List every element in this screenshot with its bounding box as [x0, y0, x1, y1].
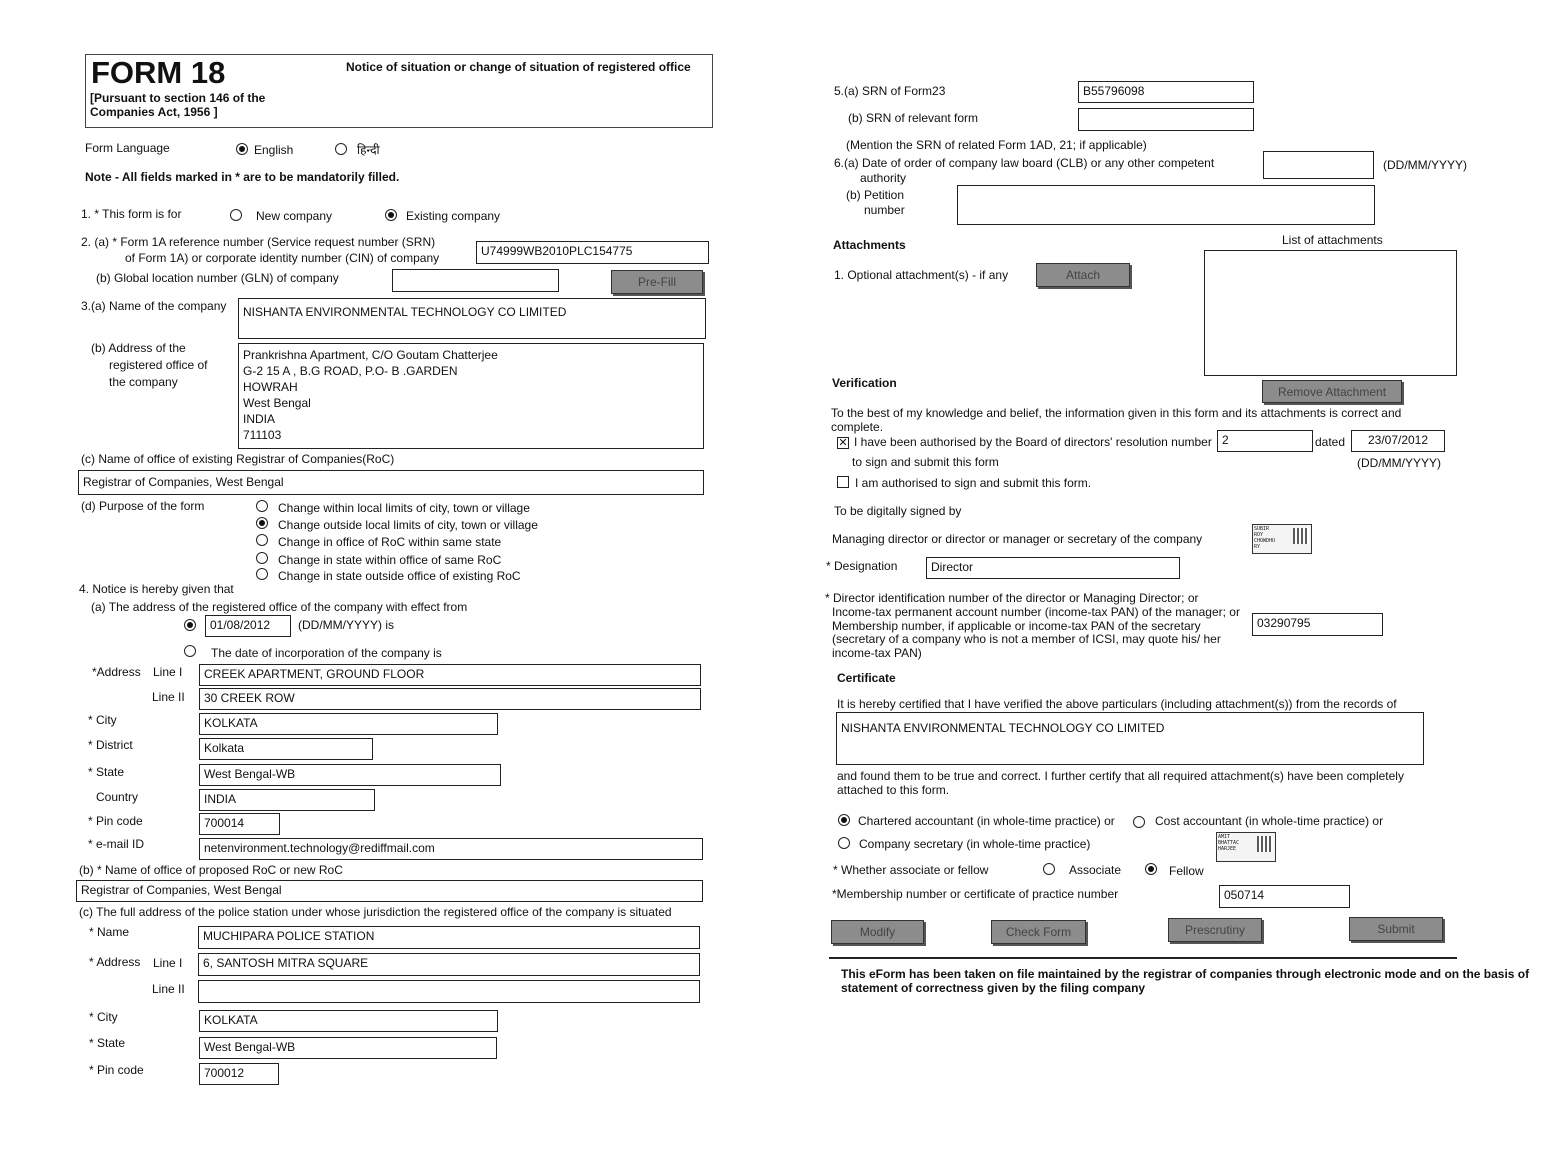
- incorporation-date-radio[interactable]: [184, 645, 196, 657]
- company-secretary-radio[interactable]: [838, 837, 850, 849]
- attach-button[interactable]: Attach: [1036, 263, 1130, 287]
- q3c-label: (c) Name of office of existing Registrar of Companies(RoC): [81, 452, 395, 466]
- existing-company-radio[interactable]: [385, 209, 397, 221]
- district-label: * District: [88, 738, 133, 752]
- certificate-found-true-2: attached to this form.: [837, 783, 950, 797]
- certificate-intro: It is hereby certified that I have verified the above particulars (including attachment(s)) from the records of: [837, 697, 1397, 711]
- designation-label: * Designation: [826, 559, 898, 573]
- purpose-option-3: Change in state within office of same RoC: [278, 553, 502, 567]
- list-of-attachments-heading: List of attachments: [1282, 233, 1383, 247]
- srn-relevant-form-field[interactable]: [1078, 108, 1254, 131]
- district-field[interactable]: Kolkata: [199, 738, 373, 760]
- associate-fellow-label: * Whether associate or fellow: [833, 863, 989, 877]
- cin-field[interactable]: U74999WB2010PLC154775: [476, 241, 709, 264]
- signature-stamp-icon: [1257, 836, 1273, 852]
- din-label-4: (secretary of a company who is not a member of ICSI, may quote his/ her: [832, 632, 1221, 646]
- language-english-radio[interactable]: [236, 143, 248, 155]
- associate-radio[interactable]: [1043, 863, 1055, 875]
- purpose-radio-1[interactable]: [256, 517, 268, 529]
- q3a-label: 3.(a) Name of the company: [81, 299, 227, 313]
- purpose-radio-3[interactable]: [256, 552, 268, 564]
- city-field[interactable]: KOLKATA: [199, 713, 498, 735]
- q6-date-format: (DD/MM/YYYY): [1383, 158, 1467, 172]
- certificate-found-true-1: and found them to be true and correct. I further certify that all required attachment(s) have been completely: [837, 769, 1404, 783]
- language-hindi-radio[interactable]: [335, 143, 347, 155]
- q1-label: 1. * This form is for: [81, 207, 182, 221]
- ps-line2-label: Line II: [152, 982, 185, 996]
- state-field[interactable]: West Bengal-WB: [199, 764, 501, 786]
- purpose-option-4: Change in state outside office of existing RoC: [278, 569, 521, 583]
- ps-pin-label: * Pin code: [89, 1063, 144, 1077]
- din-field[interactable]: 03290795: [1252, 613, 1383, 636]
- signature-name-text: SUBIR ROY CHOWDHU RY: [1254, 526, 1276, 550]
- footer-divider: [829, 957, 1457, 959]
- q4c-label: (c) The full address of the police station under whose jurisdiction the registered office of the company is situated: [79, 905, 672, 919]
- form-subtitle: Notice of situation or change of situation of registered office: [346, 60, 691, 74]
- certificate-company-field[interactable]: NISHANTA ENVIRONMENTAL TECHNOLOGY CO LIMITED: [836, 712, 1424, 765]
- check-form-button[interactable]: Check Form: [991, 920, 1086, 944]
- police-station-state-field[interactable]: West Bengal-WB: [199, 1037, 497, 1059]
- srn-form23-field[interactable]: B55796098: [1078, 81, 1254, 103]
- membership-number-field[interactable]: 050714: [1219, 885, 1350, 908]
- date-format-is: (DD/MM/YYYY) is: [298, 618, 394, 632]
- address-line: West Bengal: [243, 396, 311, 410]
- form-title: FORM 18: [91, 55, 226, 90]
- ps-city-label: * City: [89, 1010, 118, 1024]
- address-line: INDIA: [243, 412, 276, 426]
- designation-field[interactable]: Director: [926, 557, 1180, 579]
- chartered-accountant-label: Chartered accountant (in whole-time practice) or: [858, 814, 1115, 828]
- incorporation-label: The date of incorporation of the company is: [211, 646, 442, 660]
- police-station-name-field[interactable]: MUCHIPARA POLICE STATION: [198, 926, 700, 949]
- resolution-number-field[interactable]: 2: [1217, 430, 1313, 452]
- effective-date-radio[interactable]: [184, 619, 196, 631]
- q4b-label: (b) * Name of office of proposed RoC or new RoC: [79, 863, 343, 877]
- sign-and-submit-label: to sign and submit this form: [852, 455, 999, 469]
- effective-date-field[interactable]: 01/08/2012: [205, 615, 291, 637]
- self-authorised-checkbox[interactable]: [837, 476, 849, 488]
- gln-field[interactable]: [392, 269, 559, 292]
- q4-intro: 4. Notice is hereby given that: [79, 582, 234, 596]
- police-station-line1-field[interactable]: 6, SANTOSH MITRA SQUARE: [198, 953, 700, 976]
- associate-label: Associate: [1069, 863, 1122, 877]
- address-line: G-2 15 A , B.G ROAD, P.O- B .GARDEN: [243, 364, 458, 378]
- ps-line1-label: Line I: [153, 956, 183, 970]
- q6a-label-2: authority: [860, 171, 907, 185]
- company-secretary-label: Company secretary (in whole-time practice): [859, 837, 1091, 851]
- ps-state-label: * State: [89, 1036, 126, 1050]
- address-line: HOWRAH: [243, 380, 298, 394]
- q6b-label-1: (b) Petition: [846, 188, 905, 202]
- line2-label: Line II: [152, 690, 185, 704]
- police-station-city-field[interactable]: KOLKATA: [199, 1010, 498, 1032]
- din-label-2: Income-tax permanent account number (income-tax PAN) of the manager; or: [832, 605, 1240, 619]
- q2a-label-2: of Form 1A) or corporate identity number (CIN) of company: [125, 251, 440, 265]
- modify-button[interactable]: Modify: [831, 920, 924, 944]
- pursuant-line1: [Pursuant to section 146 of the: [90, 91, 266, 105]
- dated-label: dated: [1315, 435, 1346, 449]
- q5a-label: 5.(a) SRN of Form23: [834, 84, 946, 98]
- q2a-label-1: 2. (a) * Form 1A reference number (Service request number (SRN): [81, 235, 436, 249]
- email-field[interactable]: netenvironment.technology@rediffmail.com: [199, 838, 703, 860]
- mandatory-note: Note - All fields marked in * are to be mandatorily filled.: [85, 170, 400, 184]
- q5-note: (Mention the SRN of related Form 1AD, 21; if applicable): [846, 138, 1147, 152]
- new-address-line2-field[interactable]: 30 CREEK ROW: [199, 688, 701, 710]
- submit-button[interactable]: Submit: [1349, 917, 1443, 941]
- verification-statement-2: complete.: [831, 420, 884, 434]
- cost-accountant-radio[interactable]: [1133, 816, 1145, 828]
- country-field[interactable]: INDIA: [199, 789, 375, 811]
- form-language-label: Form Language: [85, 141, 170, 155]
- pin-field[interactable]: 700014: [199, 813, 280, 835]
- certificate-heading: Certificate: [837, 671, 896, 685]
- registered-address-field[interactable]: [238, 343, 704, 449]
- q3b-label-1: (b) Address of the: [91, 341, 186, 355]
- prescrutiny-button[interactable]: Prescrutiny: [1168, 918, 1262, 942]
- footer-note-2: statement of correctness given by the filing company: [841, 981, 1146, 995]
- verification-heading: Verification: [832, 376, 897, 390]
- board-authorised-label: I have been authorised by the Board of directors' resolution number: [854, 435, 1212, 449]
- din-label-3: Membership number, if applicable or income-tax PAN of the secretary: [832, 619, 1201, 633]
- verification-statement-1: To the best of my knowledge and belief, the information given in this form and its attachments is correct and: [831, 406, 1402, 420]
- purpose-option-2: Change in office of RoC within same state: [278, 535, 502, 549]
- existing-company-label: Existing company: [406, 209, 501, 223]
- purpose-radio-2[interactable]: [256, 534, 268, 546]
- remove-attachment-button[interactable]: Remove Attachment: [1262, 380, 1402, 403]
- purpose-option-0: Change within local limits of city, town or village: [278, 501, 530, 515]
- pin-label: * Pin code: [88, 814, 143, 828]
- q3b-label-2: registered office of: [109, 358, 208, 372]
- police-station-pin-field[interactable]: 700012: [199, 1063, 279, 1085]
- digitally-signed-label: To be digitally signed by: [834, 504, 962, 518]
- address-label: *Address: [92, 665, 141, 679]
- petition-number-field[interactable]: [957, 185, 1375, 225]
- line1-label: Line I: [153, 665, 183, 679]
- attachments-heading: Attachments: [833, 238, 906, 252]
- clb-order-date-field[interactable]: [1263, 151, 1374, 179]
- optional-attachment-label: 1. Optional attachment(s) - if any: [834, 268, 1009, 282]
- pursuant-line2: Companies Act, 1956 ]: [90, 105, 218, 119]
- footer-note-1: This eForm has been taken on file maintained by the registrar of companies through electronic mode and on the basis of: [841, 967, 1530, 981]
- membership-number-label: *Membership number or certificate of practice number: [832, 887, 1119, 901]
- new-company-radio[interactable]: [230, 209, 242, 221]
- country-label: Country: [96, 790, 139, 804]
- q6a-label-1: 6.(a) Date of order of company law board (CLB) or any other competent: [834, 156, 1215, 170]
- address-line: Prankrishna Apartment, C/O Goutam Chatterjee: [243, 348, 498, 362]
- q3d-label: (d) Purpose of the form: [81, 499, 205, 513]
- state-label: * State: [88, 765, 125, 779]
- prefill-button[interactable]: Pre-Fill: [611, 270, 703, 294]
- digital-signature-practitioner[interactable]: [1216, 832, 1276, 862]
- q4a-label: (a) The address of the registered office of the company with effect from: [91, 600, 468, 614]
- q5b-label: (b) SRN of relevant form: [848, 111, 979, 125]
- board-authorised-checkbox[interactable]: ✕: [838, 437, 848, 449]
- email-label: * e-mail ID: [88, 837, 145, 851]
- new-address-line1-field[interactable]: CREEK APARTMENT, GROUND FLOOR: [199, 664, 701, 686]
- address-line: 711103: [243, 428, 282, 442]
- purpose-radio-0[interactable]: [256, 500, 268, 512]
- chartered-accountant-radio[interactable]: [838, 814, 850, 826]
- fellow-radio[interactable]: [1145, 863, 1157, 875]
- police-station-line2-field[interactable]: [198, 980, 700, 1003]
- q3b-label-3: the company: [109, 375, 178, 389]
- language-hindi-label: हिन्दी: [357, 143, 380, 157]
- verification-date-format: (DD/MM/YYYY): [1357, 456, 1441, 470]
- q2b-label: (b) Global location number (GLN) of company: [96, 271, 339, 285]
- purpose-option-1: Change outside local limits of city, town or village: [278, 518, 538, 532]
- attachments-list[interactable]: [1204, 250, 1457, 376]
- language-english-label: English: [254, 143, 294, 157]
- signer-role-label: Managing director or director or manager or secretary of the company: [832, 532, 1203, 546]
- purpose-radio-4[interactable]: [256, 568, 268, 580]
- resolution-date-field[interactable]: 23/07/2012: [1351, 430, 1445, 452]
- city-label: * City: [88, 713, 117, 727]
- signature-name-text: AMIT BHATTAC HARJEE: [1218, 834, 1240, 852]
- din-label-5: income-tax PAN): [832, 646, 922, 660]
- digital-signature-director[interactable]: [1252, 524, 1312, 554]
- existing-roc-field[interactable]: Registrar of Companies, West Bengal: [78, 470, 704, 495]
- fellow-label: Fellow: [1169, 864, 1204, 878]
- ps-name-label: * Name: [89, 925, 130, 939]
- proposed-roc-field[interactable]: Registrar of Companies, West Bengal: [76, 880, 703, 902]
- company-name-field[interactable]: NISHANTA ENVIRONMENTAL TECHNOLOGY CO LIMITED: [238, 298, 706, 339]
- din-label-1: * Director identification number of the director or Managing Director; or: [825, 591, 1199, 605]
- self-authorised-label: I am authorised to sign and submit this form.: [855, 476, 1092, 490]
- q6b-label-2: number: [864, 203, 905, 217]
- ps-address-label: * Address: [89, 955, 141, 969]
- cost-accountant-label: Cost accountant (in whole-time practice) or: [1155, 814, 1384, 828]
- signature-stamp-icon: [1293, 528, 1309, 544]
- new-company-label: New company: [256, 209, 333, 223]
